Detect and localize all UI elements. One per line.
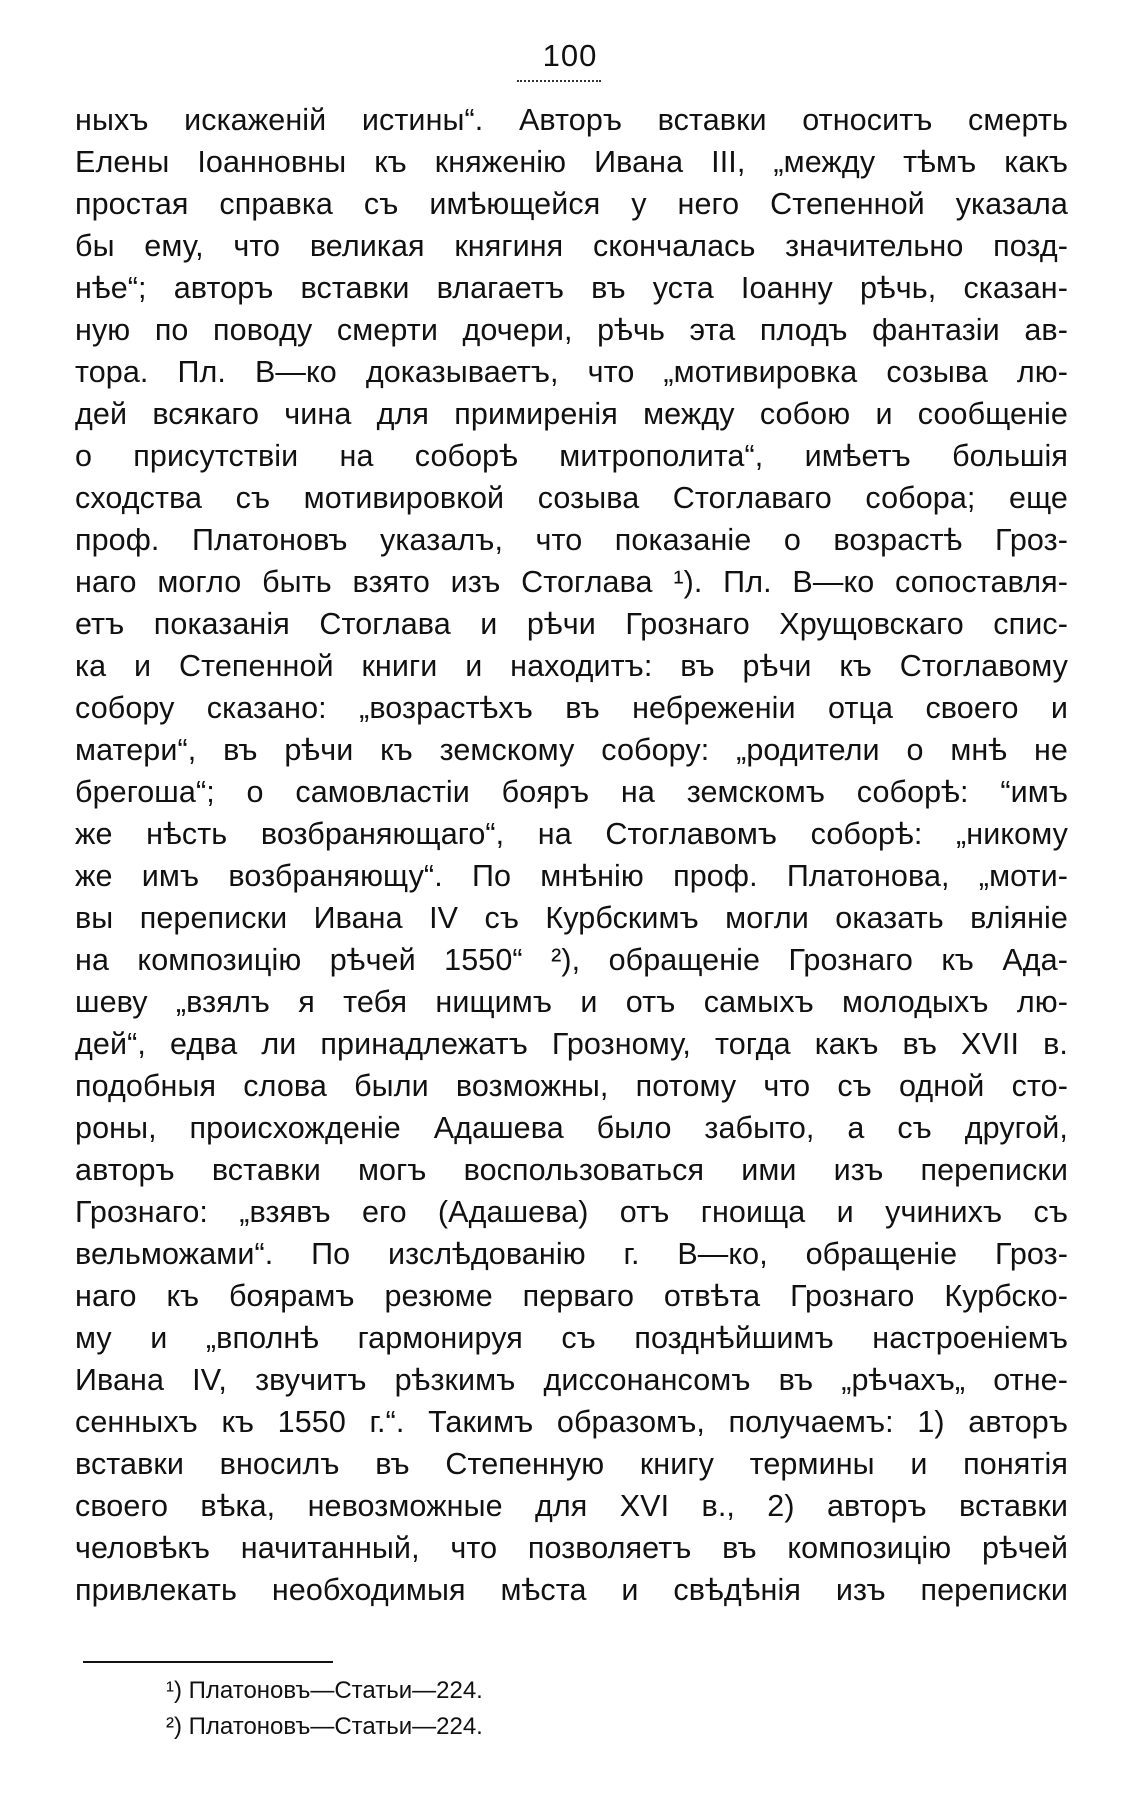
text-line: Елены Іоанновны къ княженію Ивана III, „между тѣмъ какъ [75, 145, 1068, 179]
text-line: Ивана IV, звучитъ рѣзкимъ диссонансомъ въ „рѣчахъ„ отне- [75, 1363, 1068, 1397]
text-line: наго могло быть взято изъ Стоглава ¹). Пл. В—ко сопоставля- [75, 565, 1068, 599]
footnote: ²) Платоновъ—Статьи—224. [166, 1713, 483, 1740]
text-line: шеву „взялъ я тебя нищимъ и отъ самыхъ молодыхъ лю- [75, 985, 1068, 1019]
text-line: простая справка съ имѣющейся у него Степенной указала [75, 187, 1068, 221]
text-line: человѣкъ начитанный, что позволяетъ въ композицію рѣчей [75, 1531, 1068, 1565]
text-line: етъ показанія Стоглава и рѣчи Грознаго Хрущовскаго спис- [75, 607, 1068, 641]
text-line: роны, происхожденіе Адашева было забыто, а съ другой, [75, 1111, 1068, 1145]
text-line: сходства съ мотивировкой созыва Стоглаваго собора; еще [75, 481, 1068, 515]
page-number: 100 [542, 38, 598, 73]
footnote-separator [83, 1661, 333, 1663]
text-line: нѣе“; авторъ вставки влагаетъ въ уста Іоанну рѣчь, сказан- [75, 271, 1068, 305]
text-line: ную по поводу смерти дочери, рѣчь эта плодъ фантазіи ав- [75, 313, 1068, 347]
text-line: дей всякаго чина для примиренія между собою и сообщеніе [75, 397, 1068, 431]
text-line: проф. Платоновъ указалъ, что показаніе о возрастѣ Гроз- [75, 523, 1068, 557]
text-line: му и „вполнѣ гармонируя съ позднѣйшимъ настроеніемъ [75, 1321, 1068, 1355]
text-line: о присутствіи на соборѣ митрополита“, имѣетъ большія [75, 439, 1068, 473]
text-line: матери“, въ рѣчи къ земскому собору: „родители о мнѣ не [75, 733, 1068, 767]
text-line: своего вѣка, невозможные для XVI в., 2) авторъ вставки [75, 1489, 1068, 1523]
text-line: привлекать необходимыя мѣста и свѣдѣнія изъ переписки [75, 1573, 1068, 1607]
text-line: сенныхъ къ 1550 г.“. Такимъ образомъ, получаемъ: 1) авторъ [75, 1405, 1068, 1439]
text-line: авторъ вставки могъ воспользоваться ими изъ переписки [75, 1153, 1068, 1187]
text-line: собору сказано: „возрастѣхъ въ небреженіи отца своего и [75, 691, 1068, 725]
text-line: ныхъ искаженій истины“. Авторъ вставки относитъ смерть [75, 103, 1068, 137]
text-line: брегоша“; о самовластіи бояръ на земскомъ соборѣ: “имъ [75, 775, 1068, 809]
text-line: же имъ возбраняющу“. По мнѣнію проф. Платонова, „моти- [75, 859, 1068, 893]
text-line: Грознаго: „взявъ его (Адашева) отъ гноища и учинихъ съ [75, 1195, 1068, 1229]
footnote: ¹) Платоновъ—Статьи—224. [166, 1677, 483, 1704]
text-line: вставки вносилъ въ Степенную книгу термины и понятія [75, 1447, 1068, 1481]
text-line: вы переписки Ивана IV съ Курбскимъ могли оказать вліяніе [75, 901, 1068, 935]
text-line: наго къ боярамъ резюме перваго отвѣта Грознаго Курбско- [75, 1279, 1068, 1313]
text-line: же нѣсть возбраняющаго“, на Стоглавомъ соборѣ: „никому [75, 817, 1068, 851]
text-line: вельможами“. По изслѣдованію г. В—ко, обращеніе Гроз- [75, 1237, 1068, 1271]
text-line: подобныя слова были возможны, потому что съ одной сто- [75, 1069, 1068, 1103]
text-line: на композицію рѣчей 1550“ ²), обращеніе Грознаго къ Ада- [75, 943, 1068, 977]
text-line: ка и Степенной книги и находитъ: въ рѣчи къ Стоглавому [75, 649, 1068, 683]
page-number-underline [517, 80, 601, 82]
text-line: дей“, едва ли принадлежатъ Грозному, тогда какъ въ XVII в. [75, 1027, 1068, 1061]
text-line: тора. Пл. В—ко доказываетъ, что „мотивировка созыва лю- [75, 355, 1068, 389]
text-line: бы ему, что великая княгиня скончалась значительно позд- [75, 229, 1068, 263]
